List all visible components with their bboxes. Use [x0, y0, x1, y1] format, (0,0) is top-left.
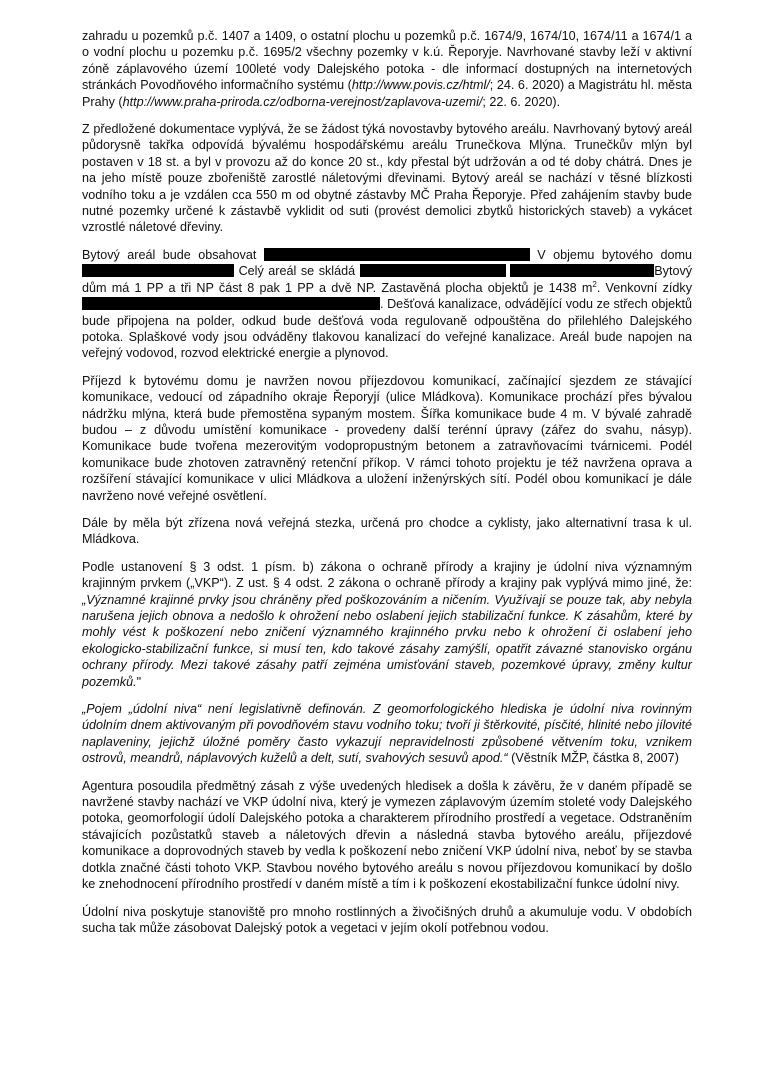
redaction-bar — [264, 248, 530, 261]
praha-priroda-url: http://www.praha-priroda.cz/odborna-verejnost/zaplavova-uzemi/ — [122, 94, 483, 109]
paragraph-text: Bytový areál bude obsahovat — [82, 247, 257, 262]
paragraph-assessment: Agentura posoudila předmětný zásah z výše uvedených hledisek a došla k závěru, že v daném případě se navržené stavby nachází ve VKP údolní niva, který je vymezen záplavovým územím stoleté vody Dalejského potoka, geomorfologií údolí Dalejského potoka a charakterem přírodního prostředí a vegetace. Odstraněním stávajících pozůstatků staveb a náletových dřevin a následná stavba bytového areálu, příjezdové komunikace a doprovodných staveb by vedla k poškození nebo zničení VKP údolní niva, neboť by se stavba dotkla značné části tohoto VKP. Stavbou nového bytového areálu s novou příjezdovou komunikací by došlo ke znehodnocení přírodního prostředí v daném místě a tím i k poškození ekostabilizační funkce údolní nivy. — [82, 778, 692, 892]
superscript: 2 — [592, 279, 597, 289]
paragraph-text: ; 22. 6. 2020). — [482, 94, 561, 109]
redaction-bar — [82, 264, 234, 277]
text-column — [82, 28, 692, 947]
paragraph-flood-zone — [82, 28, 692, 110]
paragraph-definition — [82, 701, 692, 767]
paragraph-text: . Venkovní zídky — [596, 280, 692, 295]
redaction-bar — [510, 264, 654, 277]
paragraph-legal-basis — [82, 559, 692, 690]
paragraph-text: Podle ustanovení § 3 odst. 1 písm. b) zákona o ochraně přírody a krajiny je údolní niva významným krajinným prvkem („VKP“). Z ust. § 4 odst. 2 zákona o ochraně přírody a krajiny pak vyplývá mimo jiné, že: — [82, 559, 692, 591]
paragraph-project-description: Z předložené dokumentace vyplývá, že se žádost týká novostavby bytového areálu. Navrhovaný bytový areál půdorysně takřka odpovídá bývalému hospodářskému areálu Trunečkova Mlýna. Trunečkův mlýn byl postaven v 18 st. a byl v provozu až do konce 20 st., kdy přestal být udržován a od té doby chátrá. Dnes je na jeho místě pouze zbořeniště zarostlé náletovými dřevinami. Bytový areál se nachází v těsné blízkosti vodního toku a je vzdálen cca 550 m od obytné zástavby MČ Praha Řeporyje. Před zahájením stavby bude nutné pozemky určené k zástavbě vyklidit od suti (provést demolici zbytků historických staveb) a vykácet vzrostlé náletové dřeviny. — [82, 122, 692, 235]
povis-url: http://www.povis.cz/html/ — [351, 78, 490, 93]
paragraph-text: Bytový dům má 1 PP a tři NP část 8 pak 1 PP a dvě NP. Zastavěná plocha objektů je 1438 m — [82, 264, 693, 295]
paragraph-area-content — [82, 247, 692, 362]
paragraph-text: V objemu bytového domu — [537, 247, 692, 262]
closing-quote: " — [136, 674, 142, 689]
definition-quote: „Pojem „údolní niva“ není legislativně definován. Z geomorfologického hlediska je údolní niva rovinným údolním dnem aktivovaným při povodňovém stavu vodního toku; tvoří ji štěrkovité, písčité, hlinité nebo jílovité naplaveniny, jejichž úložné poměry často vykazují nepravidelnosti způsobené větvením toku, vznikem ostrovů, meandrů, náplavových kuželů a delt, sutí, svahových sesuvů apod.“ — [82, 702, 692, 766]
citation-source: (Věstník MŽP, částka 8, 2007) — [507, 751, 679, 766]
law-quote: „Významné krajinné prvky jsou chráněny před poškozováním a ničením. Využívají se pouze tak, aby nebyla narušena jejich obnova a nedošlo k ohrožení nebo oslabení jejich stabilizační funkce. K zásahům, které by mohly vést k poškození nebo zničení významného krajinného prvku nebo k ohrožení či oslabení jeho ekologicko-stabilizační funkce, si musí ten, kdo takové zásahy zamýšlí, opatřit závazné stanovisko orgánu ochrany přírody. Mezi takové zásahy patří zejména umisťování staveb, pozemkové úpravy, změny kultur pozemků. — [82, 592, 692, 689]
paragraph-text: . Dešťová kanalizace, odvádějící vodu ze střech objektů bude připojena na polder, odkud bude dešťová voda regulovaně odpouštěna do přilehlého Dalejského potoka. Splaškové vody jsou odváděny tlakovou kanalizací do veřejné kanalizace. Areál bude napojen na veřejný vodovod, rozvod elektrické energie a plynovod. — [82, 297, 692, 361]
redaction-bar — [360, 264, 506, 277]
paragraph-conclusion: Údolní niva poskytuje stanoviště pro mnoho rostlinných a živočišných druhů a akumuluje vodu. V obdobích sucha tak může zásobovat Dalejský potok a vegetaci v jejím okolí potřebnou vodou. — [82, 904, 692, 935]
redaction-bar — [82, 297, 380, 310]
paragraph-access-road: Příjezd k bytovému domu je navržen novou příjezdovou komunikací, začínající sjezdem ze stávající komunikace, vedoucí od západního okraje Řeporyjí (ulice Mládkova). Komunikace prochází přes bývalou nádržku mlýna, která bude přemostěna sypaným mostem. Šířka komunikace bude 4 m. V bývalé zahradě budou – z důvodu umístění komunikace - provedeny další terénní úpravy (zářez do svahu, násyp). Komunikace bude tvořena mezerovitým vodopropustným betonem a zatravňovacími tvárnicemi. Podél komunikace bude zhotoven zatravněný retenční příkop. V rámci tohoto projektu je též navržena oprava a rozšíření stávající komunikace v ulici Mládkova a uložení inženýrských sítí. Podél obou komunikací je dále navrženo nové veřejné osvětlení. — [82, 373, 692, 503]
paragraph-text: zahradu u pozemků p.č. 1407 a 1409, o ostatní plochu u pozemků p.č. 1674/9, 1674/10, 1674/11 a 1674/1 a o vodní plochu u pozemku p.č. 1695/2 všechny pozemky v k.ú. Řeporyje. Navrhované stavby leží v aktivní zóně záplavového území 100leté vody Dalejského potoka - dle informací dostupných na internetových stránkách Povodňového informačního systému ( — [82, 29, 692, 93]
paragraph-public-path: Dále by měla být zřízena nová veřejná stezka, určená pro chodce a cyklisty, jako alternativní trasa k ul. Mládkova. — [82, 515, 692, 547]
paragraph-text: Celý areál se skládá — [238, 264, 356, 279]
paragraph-text: ; 24. 6. 2020) a Magistrátu hl. města Prahy ( — [82, 78, 692, 109]
